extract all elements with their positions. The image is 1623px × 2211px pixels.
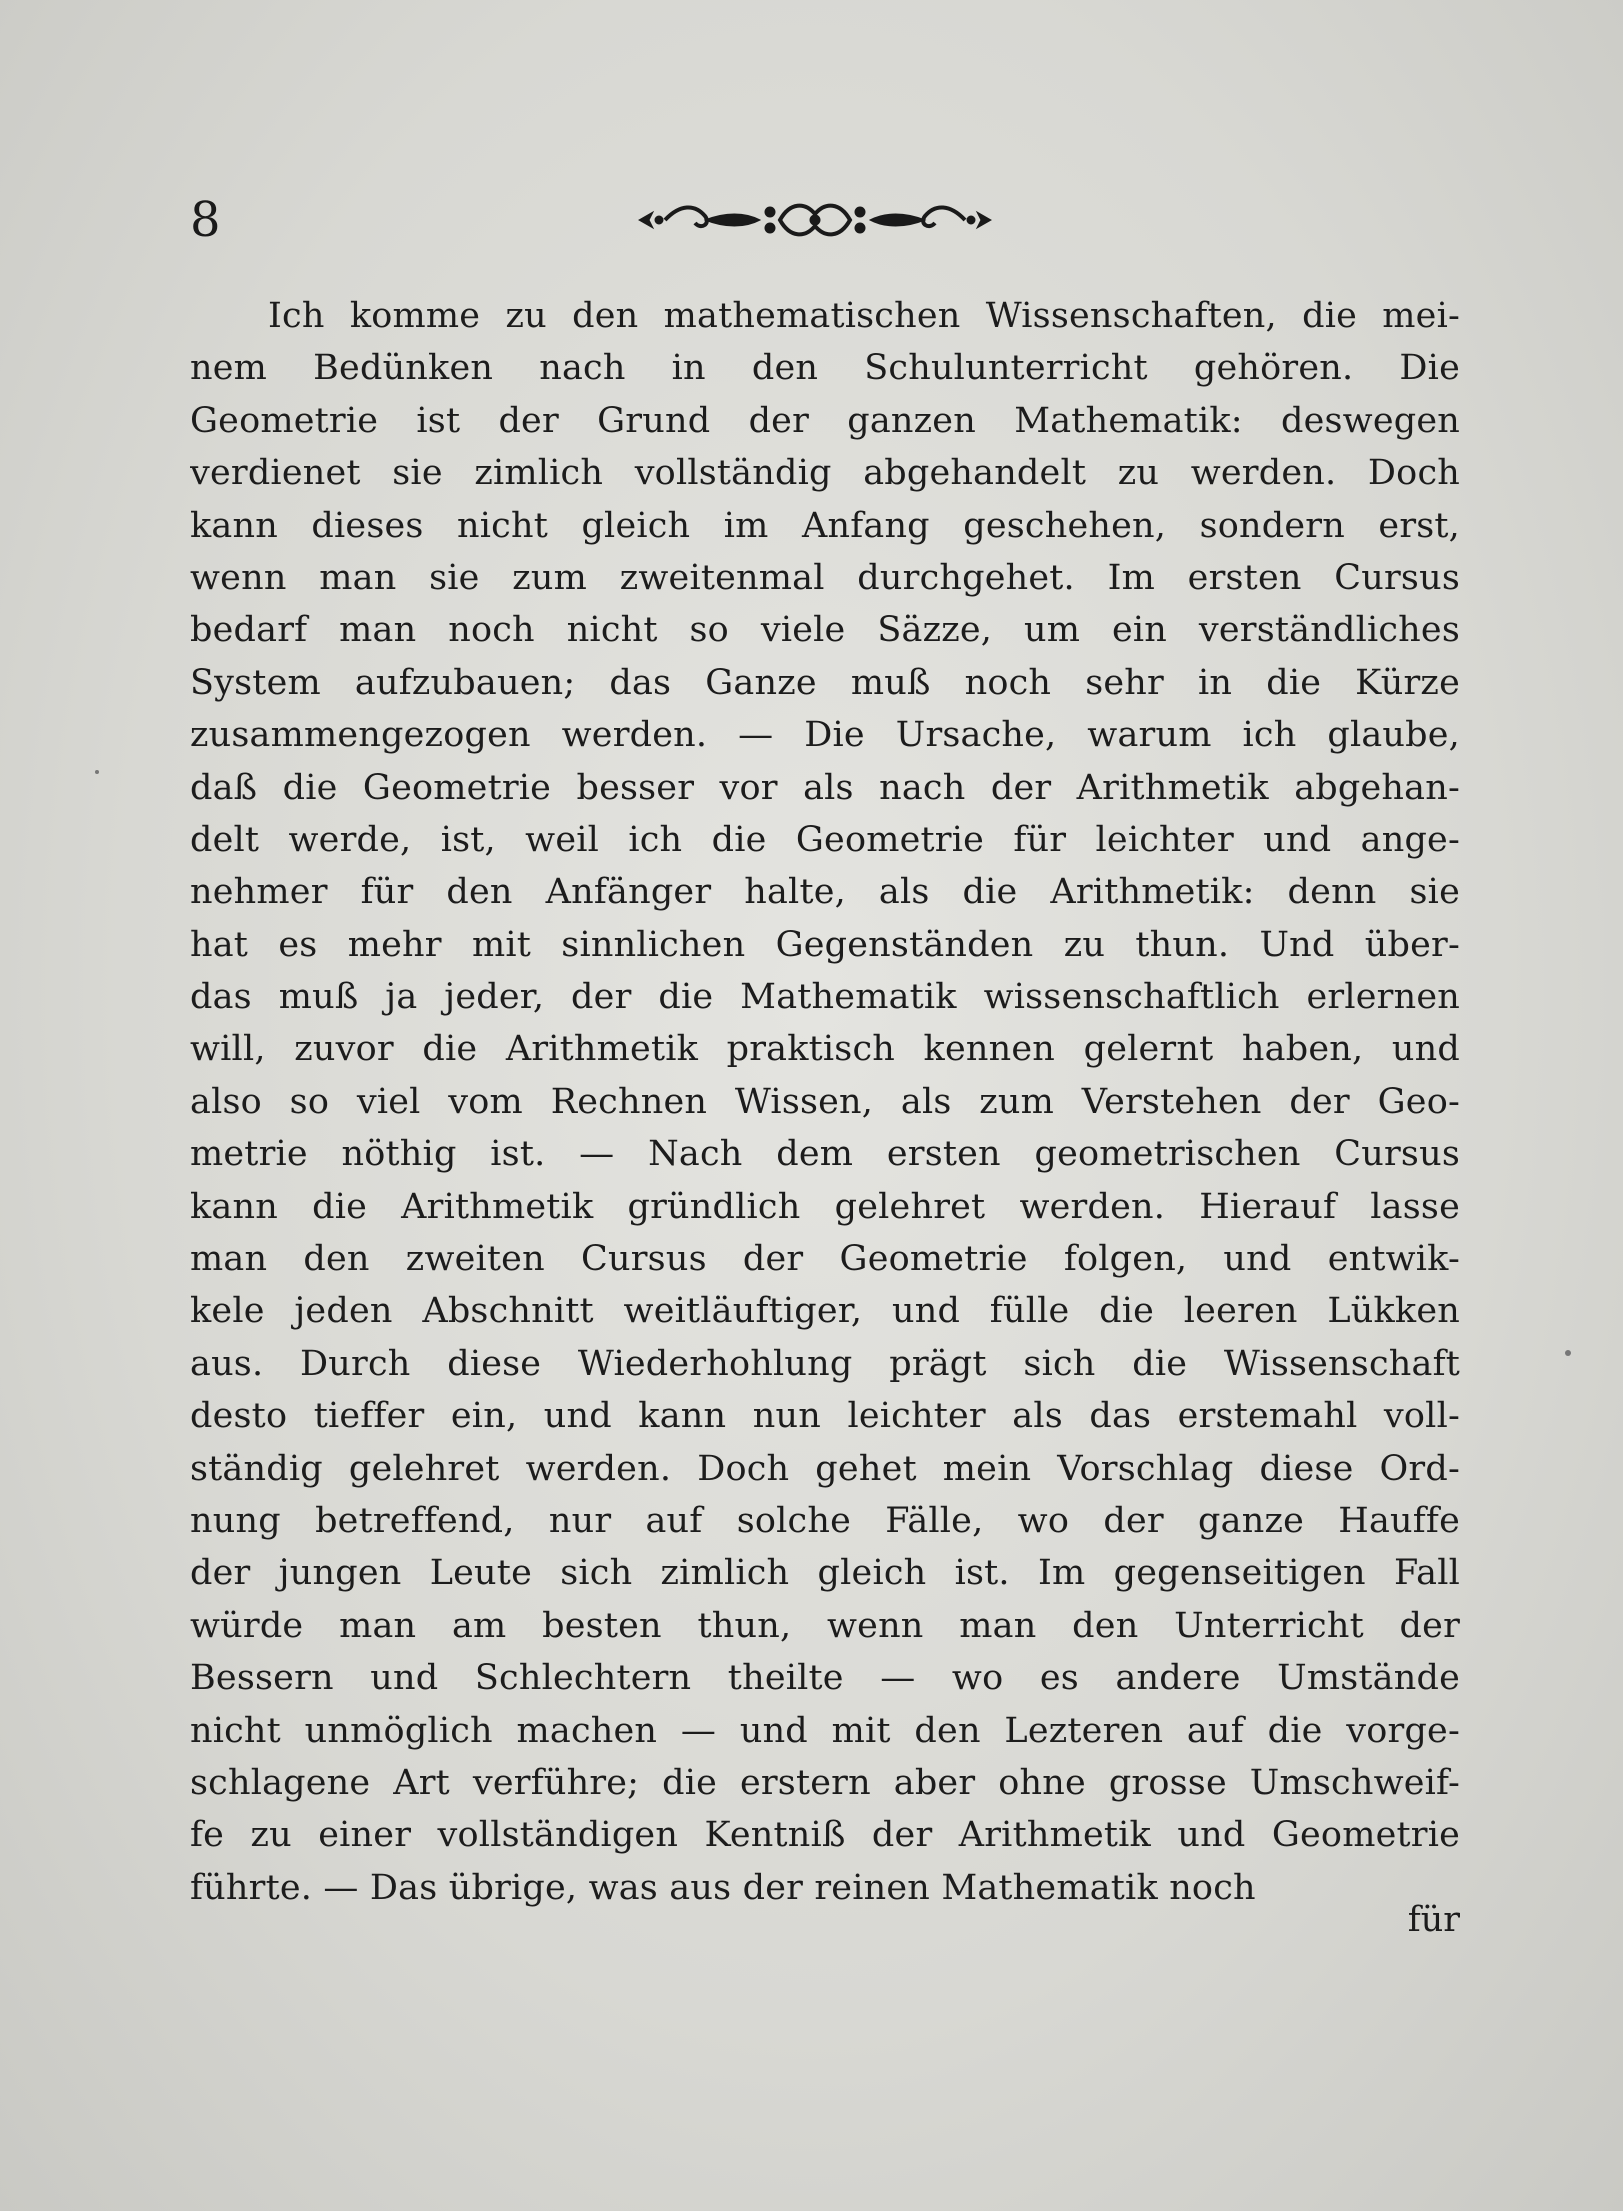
text-line: desto tieffer ein, und kann nun leichter als das erstemahl voll- xyxy=(190,1396,1460,1437)
text-line: würde man am besten thun, wenn man den Unterricht der xyxy=(190,1605,1460,1646)
text-line: aus. Durch diese Wiederhohlung prägt sich die Wissenschaft xyxy=(190,1343,1460,1384)
paper-speck xyxy=(1565,1350,1571,1356)
text-line: nicht unmöglich machen — und mit den Lezteren auf die vorge- xyxy=(190,1710,1460,1751)
text-line: zusammengezogen werden. — Die Ursache, warum ich glaube, xyxy=(190,715,1460,756)
text-line: metrie nöthig ist. — Nach dem ersten geometrischen Cursus xyxy=(190,1134,1460,1175)
text-line: Bessern und Schlechtern theilte — wo es andere Umstände xyxy=(190,1658,1460,1699)
text-line: nem Bedünken nach in den Schulunterricht gehören. Die xyxy=(190,348,1460,389)
text-line: das muß ja jeder, der die Mathematik wissenschaftlich erlernen xyxy=(190,977,1460,1018)
text-line: verdienet sie zimlich vollständig abgehandelt zu werden. Doch xyxy=(190,453,1460,494)
text-line: nehmer für den Anfänger halte, als die Arithmetik: denn sie xyxy=(190,872,1460,913)
page-number: 8 xyxy=(190,192,221,248)
catchword: für xyxy=(1407,1900,1460,1940)
text-line: man den zweiten Cursus der Geometrie folgen, und entwik- xyxy=(190,1239,1460,1280)
body-text xyxy=(190,290,1460,1914)
text-line: delt werde, ist, weil ich die Geometrie für leichter und ange- xyxy=(190,819,1460,860)
text-line: kann dieses nicht gleich im Anfang geschehen, sondern erst, xyxy=(190,505,1460,546)
text-line: fe zu einer vollständigen Kentniß der Arithmetik und Geometrie xyxy=(190,1815,1460,1856)
text-line: führte. — Das übrige, was aus der reinen Mathematik noch xyxy=(190,1867,1256,1908)
text-line: will, zuvor die Arithmetik praktisch kennen gelernt haben, und xyxy=(190,1029,1460,1070)
text-line: System aufzubauen; das Ganze muß noch sehr in die Kürze xyxy=(190,662,1460,703)
text-line: kann die Arithmetik gründlich gelehret werden. Hierauf lasse xyxy=(190,1186,1460,1227)
paper-speck xyxy=(95,770,99,774)
text-line: Ich komme zu den mathematischen Wissenschaften, die mei- xyxy=(268,296,1460,336)
text-line: daß die Geometrie besser vor als nach der Arithmetik abgehan- xyxy=(190,767,1460,808)
text-line: also so viel vom Rechnen Wissen, als zum Verstehen der Geo- xyxy=(190,1081,1460,1122)
vine-scroll-ornament-icon xyxy=(635,190,995,250)
text-line: bedarf man noch nicht so viele Säzze, um ein verständliches xyxy=(190,610,1460,651)
text-line: kele jeden Abschnitt weitläuftiger, und fülle die leeren Lükken xyxy=(190,1291,1460,1332)
page-header xyxy=(190,190,1460,260)
text-line: hat es mehr mit sinnlichen Gegenständen zu thun. Und über- xyxy=(190,924,1460,965)
text-line: ständig gelehret werden. Doch gehet mein Vorschlag diese Ord- xyxy=(190,1448,1460,1489)
text-line: wenn man sie zum zweitenmal durchgehet. Im ersten Cursus xyxy=(190,557,1460,598)
text-line: nung betreffend, nur auf solche Fälle, wo der ganze Hauffe xyxy=(190,1500,1460,1541)
text-line: schlagene Art verführe; die erstern aber ohne grosse Umschweif- xyxy=(190,1762,1460,1803)
text-line: der jungen Leute sich zimlich gleich ist. Im gegenseitigen Fall xyxy=(190,1553,1460,1594)
text-line: Geometrie ist der Grund der ganzen Mathematik: deswegen xyxy=(190,400,1460,441)
